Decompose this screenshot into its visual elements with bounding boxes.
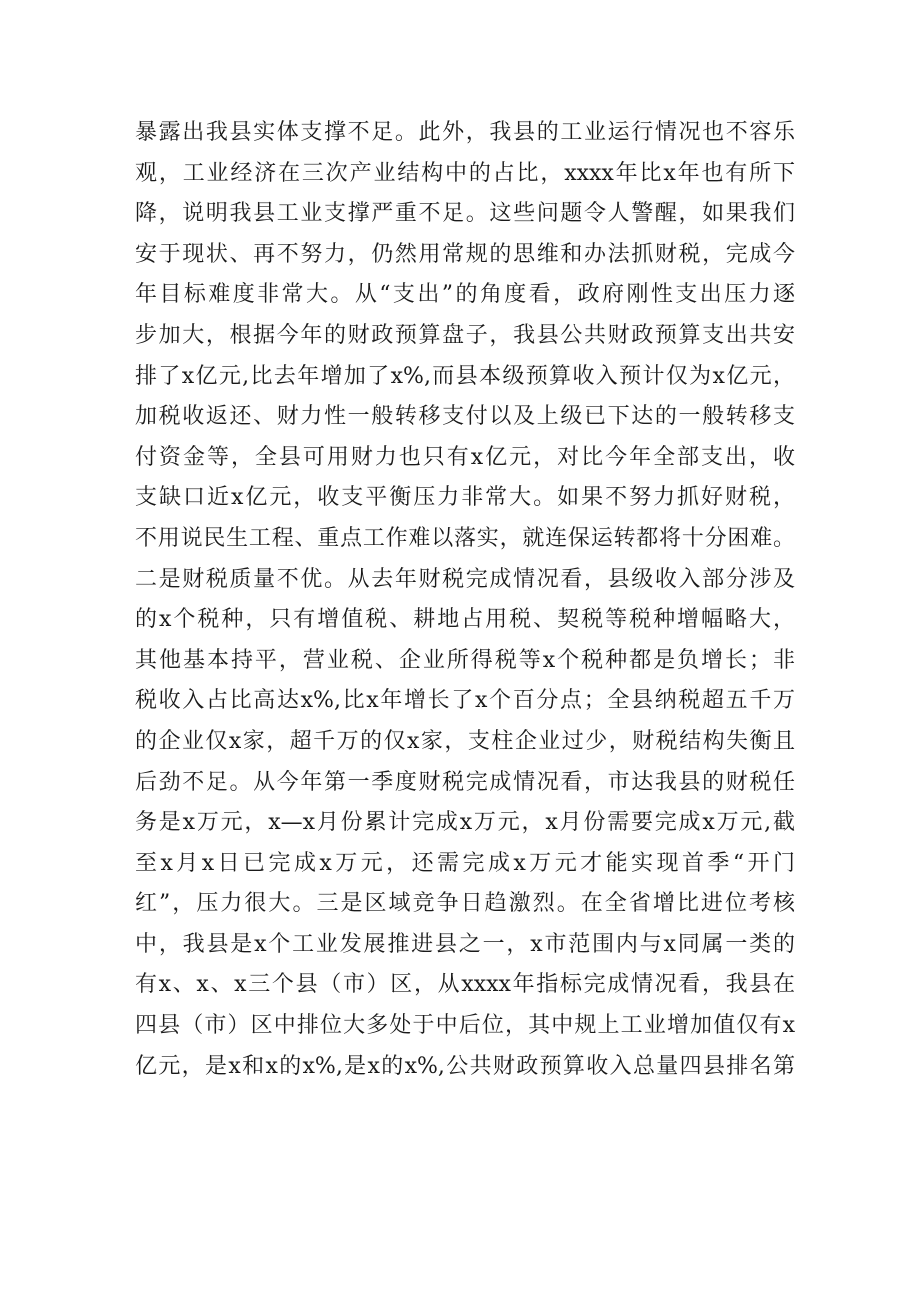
text-line: 的x个税种，只有增值税、耕地占用税、契税等税种增幅略大， — [135, 607, 795, 633]
text-line: 至x月x日已完成x万元，还需完成x万元才能实现首季“开门 — [135, 850, 795, 876]
text-line: 排了x亿元,比去年增加了x%,而县本级预算收入预计仅为x亿元， — [135, 363, 795, 389]
text-line: 二是财税质量不优。从去年财税完成情况看，县级收入部分涉及 — [135, 566, 795, 592]
text-line: 中，我县是x个工业发展推进县之一，x市范围内与x同属一类的 — [135, 931, 795, 957]
text-line: 年目标难度非常大。从“支出”的角度看，政府刚性支出压力逐 — [135, 282, 795, 308]
text-line: 步加大，根据今年的财政预算盘子，我县公共财政预算支出共安 — [135, 322, 795, 348]
text-line: 其他基本持平，营业税、企业所得税等x个税种都是负增长；非 — [135, 647, 795, 673]
body-text — [135, 113, 795, 1087]
text-line: 务是x万元，x—x月份累计完成x万元，x月份需要完成x万元,截 — [135, 810, 795, 836]
text-line: 后劲不足。从今年第一季度财税完成情况看，市达我县的财税任 — [135, 769, 795, 795]
text-line: 付资金等，全县可用财力也只有x亿元，对比今年全部支出，收 — [135, 444, 795, 470]
text-line: 亿元，是x和x的x%,是x的x%,公共财政预算收入总量四县排名第 — [135, 1053, 795, 1079]
text-line: 加税收返还、财力性一般转移支付以及上级已下达的一般转移支 — [135, 404, 795, 430]
text-line: 不用说民生工程、重点工作难以落实，就连保运转都将十分困难。 — [135, 525, 795, 551]
text-line: 降，说明我县工业支撑严重不足。这些问题令人警醒，如果我们 — [135, 201, 795, 227]
text-line: 税收入占比高达x%,比x年增长了x个百分点；全县纳税超五千万 — [135, 688, 795, 714]
text-line: 安于现状、再不努力，仍然用常规的思维和办法抓财税，完成今 — [135, 241, 795, 267]
text-line: 暴露出我县实体支撑不足。此外，我县的工业运行情况也不容乐 — [135, 120, 795, 145]
text-line: 的企业仅x家，超千万的仅x家，支柱企业过少，财税结构失衡且 — [135, 728, 795, 754]
text-line: 有x、x、x三个县（市）区，从xxxx年指标完成情况看，我县在 — [135, 972, 795, 998]
text-line: 四县（市）区中排位大多处于中后位，其中规上工业增加值仅有x — [135, 1013, 795, 1039]
text-line: 红”，压力很大。三是区域竞争日趋激烈。在全省增比进位考核 — [135, 891, 795, 917]
text-line: 支缺口近x亿元，收支平衡压力非常大。如果不努力抓好财税， — [135, 485, 795, 511]
text-line: 观，工业经济在三次产业结构中的占比，xxxx年比x年也有所下 — [135, 160, 795, 186]
